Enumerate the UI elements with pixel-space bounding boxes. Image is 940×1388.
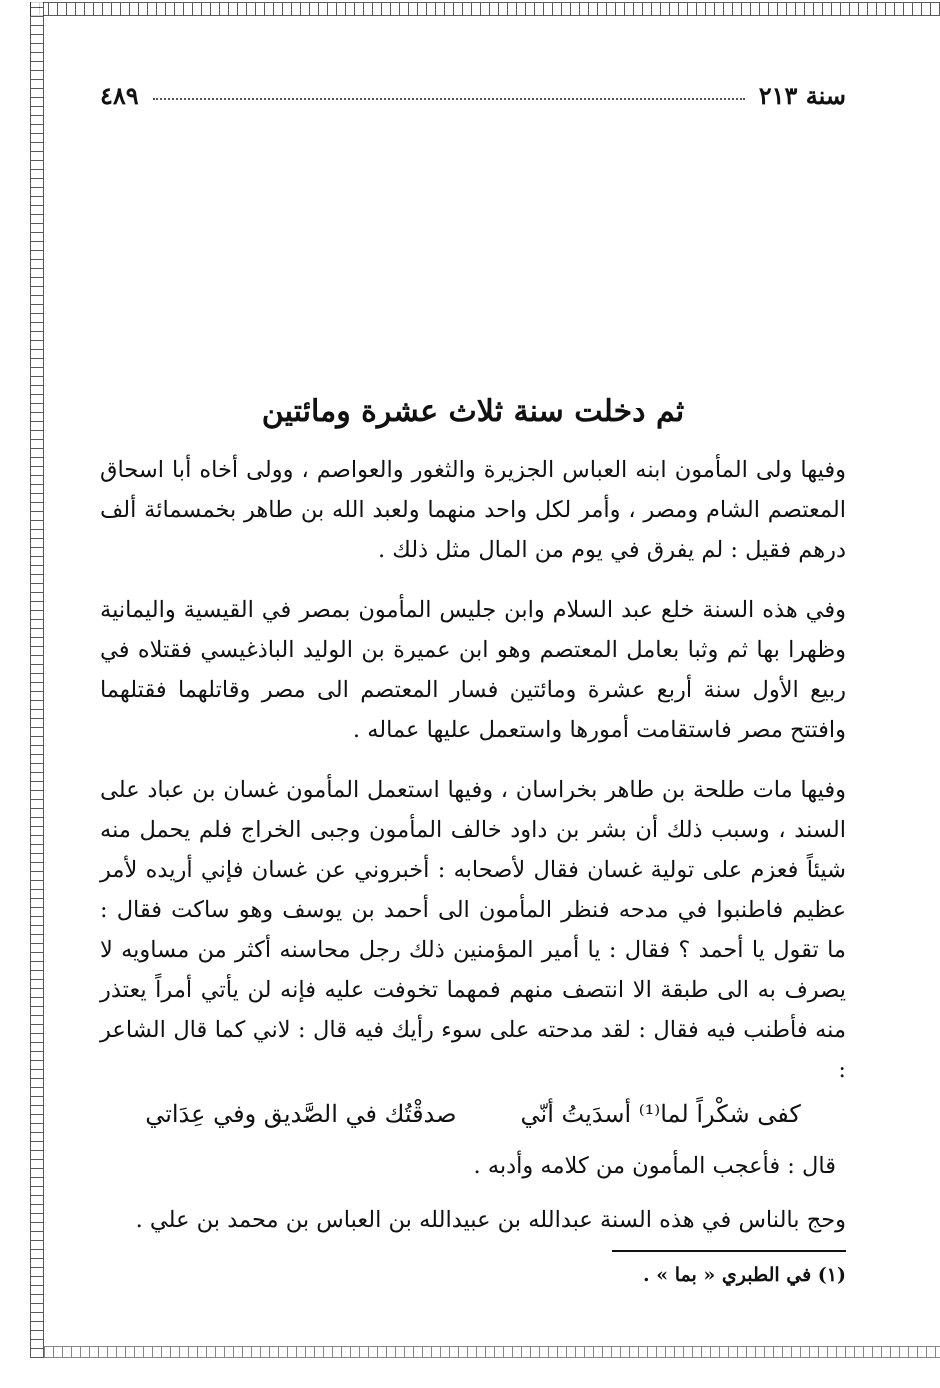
page-number: ٤٨٩	[100, 80, 139, 110]
decorative-border-bottom	[44, 1346, 940, 1358]
verse-second-hemistich: صدقْتُك في الصَّديق وفي عِدَاتي	[145, 1100, 457, 1128]
footnote: (١) في الطبري « بما » .	[643, 1264, 846, 1286]
paragraph-2: وفي هذه السنة خلع عبد السلام وابن جليس المأمون بمصر في القيسية واليمانية وظهرا بها ثم وثبا بعامل المعتصم وهو ابن عميرة بن الوليد الباذغيسي فقتلاه في ربيع الأول سنة أربع عشرة ومائتين فسار المعتصم الى مصر وقاتلهما فقتلهما وافتتح مصر فاستقامت أمورها واستعمل عليها عماله .	[100, 597, 846, 743]
footnote-separator	[612, 1250, 846, 1252]
running-header	[100, 78, 846, 112]
header-dotted-leader	[153, 98, 745, 100]
decorative-border-top	[30, 2, 940, 16]
decorative-border-left	[30, 2, 44, 1358]
running-header-title: سنة ٢١٣	[758, 80, 846, 110]
poetry-verse	[100, 1094, 846, 1134]
verse-first-hemistich: كفى شكْراً لما⁽¹⁾ أسدَيتُ أنّي	[520, 1100, 801, 1128]
paragraph-after-verse-2: وحج بالناس في هذه السنة عبدالله بن عبيدالله بن العباس بن محمد بن علي .	[135, 1207, 846, 1233]
paragraph-3: وفيها مات طلحة بن طاهر بخراسان ، وفيها استعمل المأمون غسان بن عباد على السند ، وسبب ذلك أن بشر بن داود خالف المأمون وجبى الخراج فلم يحمل منه شيئاً فعزم على تولية غسان فقال لأصحابه : أخبروني عن غسان فإني أريده لأمر عظيم فاطنبوا في مدحه فنظر المأمون الى أحمد بن يوسف وهو ساكت فقال : ما تقول يا أحمد ؟ فقال : يا أمير المؤمنين ذلك رجل محاسنه أكثر من مساويه لا يصرف به الى طبقة الا انتصف منهم فمهما تخوفت عليه فإنه لن يأتي أمراً يعتذر منه فأطنب فيه فقال : لقد مدحته على سوء رأيك فيه قال : لاني كما قال الشاعر :	[100, 777, 846, 1083]
paragraph-1: وفيها ولى المأمون ابنه العباس الجزيرة والثغور والعواصم ، وولى أخاه أبا اسحاق المعتصم الشام ومصر ، وأمر لكل واحد منهما ولعبد الله بن طاهر بخمسمائة ألف درهم فقيل : لم يفرق في يوم من المال مثل ذلك .	[100, 457, 846, 563]
paragraph-after-verse-1: قال : فأعجب المأمون من كلامه وأدبه .	[473, 1153, 836, 1179]
section-heading: ثم دخلت سنة ثلاث عشرة ومائتين	[261, 394, 685, 429]
